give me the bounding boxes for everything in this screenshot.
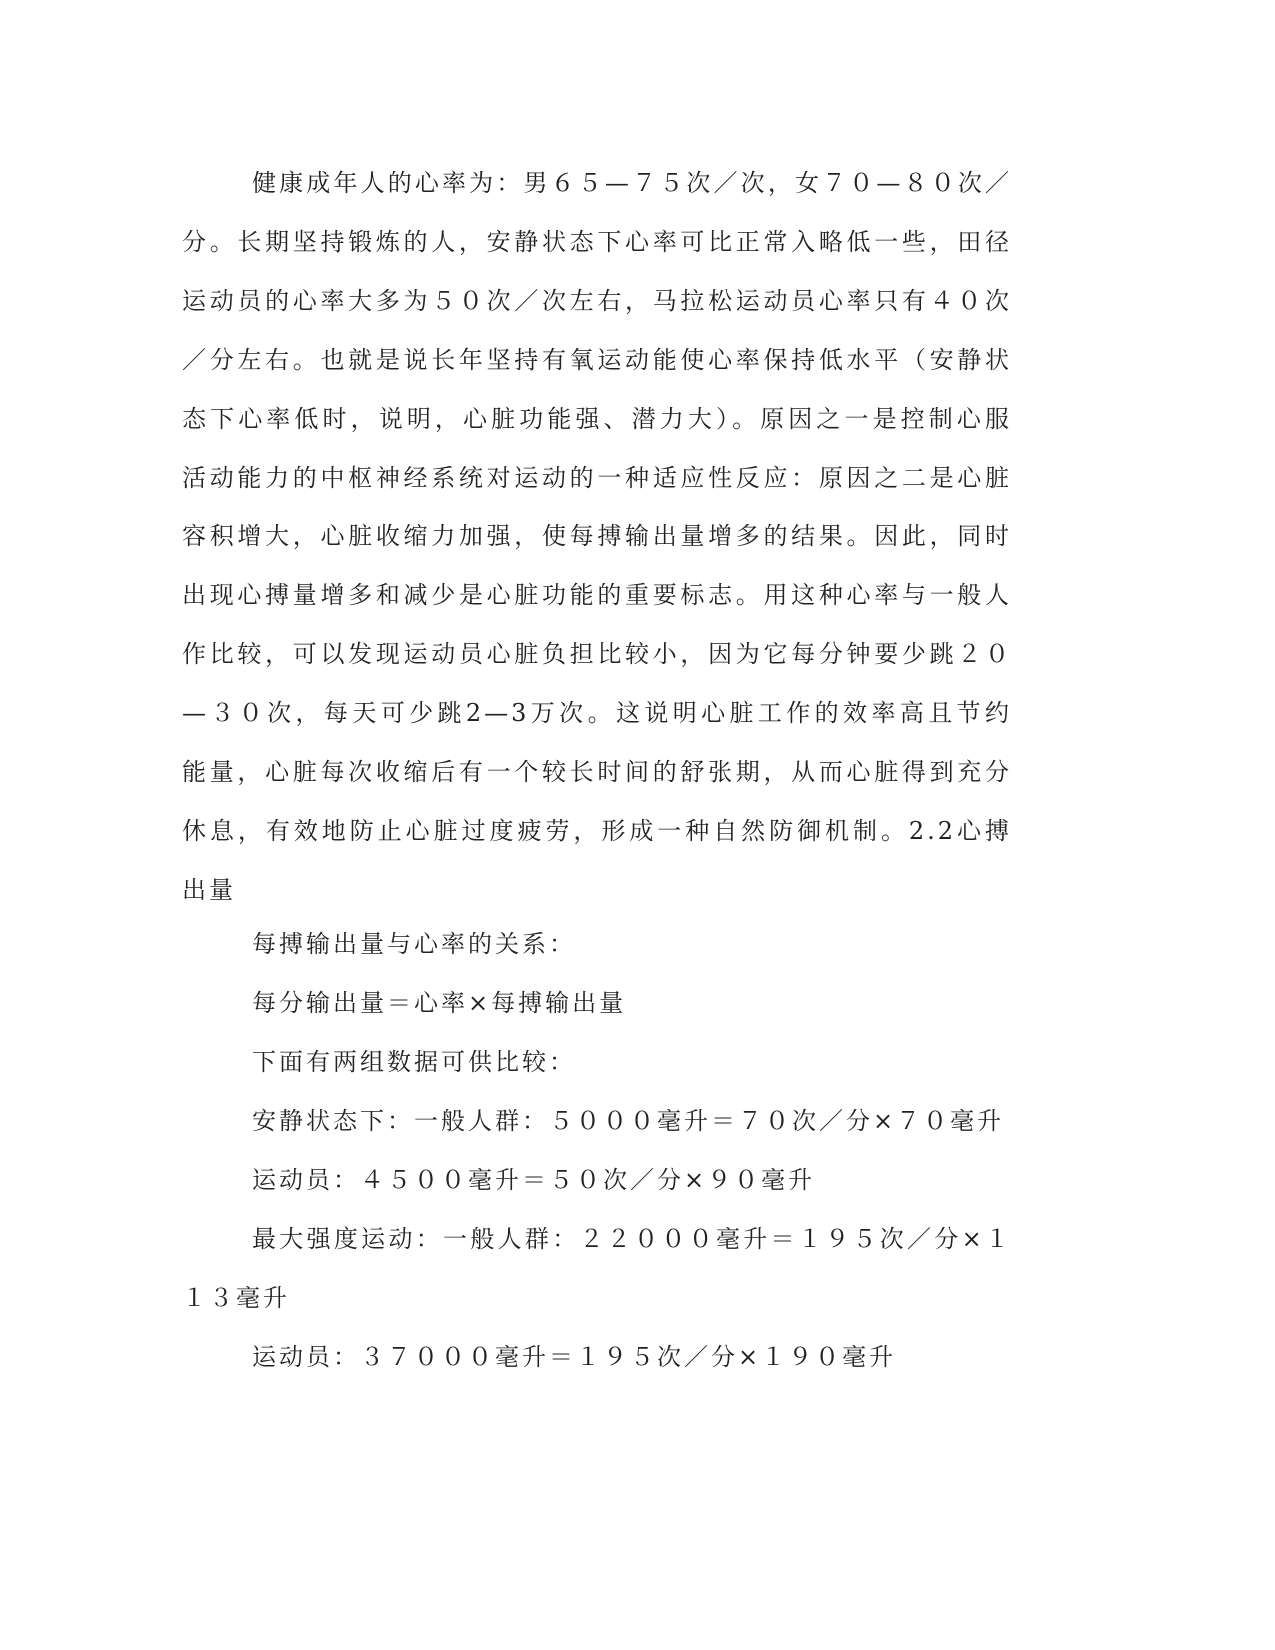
rest-general: 安静状态下：一般人群：５０００毫升＝７０次／分×７０毫升 [252,1107,1005,1135]
relation-heading: 每搏输出量与心率的关系： [252,930,576,958]
paragraph-line: 运动员的心率大多为５０次／次左右，马拉松运动员心率只有４０次 [182,286,1012,315]
paragraph-line: 能量，心脏每次收缩后有一个较长时间的舒张期，从而心脏得到充分 [182,758,1012,786]
paragraph-line: 出现心搏量增多和减少是心脏功能的重要标志。用这种心率与一般人 [182,581,1012,610]
paragraph-line: 态下心率低时，说明，心脏功能强、潜力大）。原因之一是控制心服 [182,404,1012,433]
rest-athlete: 运动员：４５００毫升＝５０次／分×９０毫升 [252,1166,816,1194]
paragraph-line: 分。长期坚持锻炼的人，安静状态下心率可比正常入略低一些，田径 [182,227,1012,256]
paragraph-line: 容积增大，心脏收缩力加强，使每搏输出量增多的结果。因此，同时 [182,522,1012,551]
paragraph-line: 活动能力的中枢神经系统对运动的一种适应性反应：原因之二是心脏 [182,463,1012,492]
paragraph-line: ／分左右。也就是说长年坚持有氧运动能使心率保持低水平（安静状 [182,345,1012,374]
paragraph-line: 作比较，可以发现运动员心脏负担比较小，因为它每分钟要少跳２０ [182,640,1012,669]
max-general-line1: 最大强度运动：一般人群：２２０００毫升＝１９５次／分×１ [252,1225,1012,1253]
max-athlete: 运动员：３７０００毫升＝１９５次／分×１９０毫升 [252,1343,897,1371]
paragraph-line: 出量 [182,875,236,904]
max-general-line2: １３毫升 [182,1284,290,1312]
compare-intro: 下面有两组数据可供比较： [252,1048,576,1076]
paragraph-line: —３０次，每天可少跳2—3万次。这说明心脏工作的效率高且节约 [182,699,1012,728]
formula: 每分输出量＝心率×每搏输出量 [252,989,627,1017]
paragraph-line: 健康成年人的心率为：男６５—７５次／次，女７０—８０次／ [252,169,1012,197]
paragraph-line: 休息，有效地防止心脏过度疲劳，形成一种自然防御机制。2.2心搏 [182,816,1012,845]
